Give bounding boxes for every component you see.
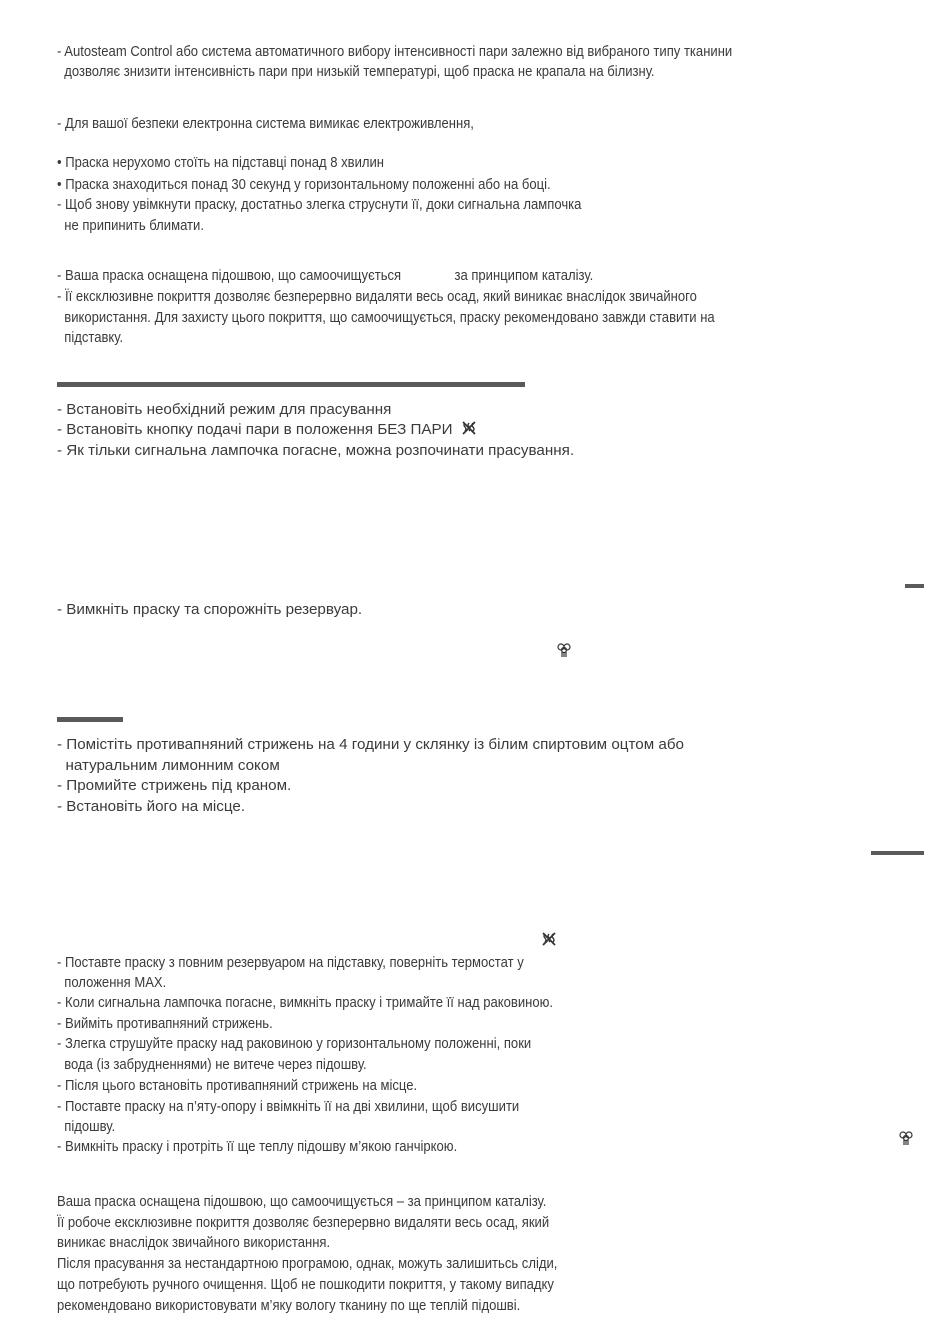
autosteam-line-2: дозволяє знизити інтенсивність пари при низькій температурі, щоб праска не крапала на білизну. xyxy=(57,63,655,80)
selfclean-step-9: підошву. xyxy=(57,1118,116,1135)
selfclean-step-4: - Вийміть противапняний стрижень. xyxy=(57,1015,273,1032)
catalysis-para-6: рекомендовано використовувати м’яку вологу тканину по ще теплій підошві. xyxy=(57,1297,521,1314)
safety-item-2: • Праска знаходиться понад 30 секунд у горизонтальному положенні або на боці. xyxy=(57,176,551,193)
safety-item-4: не припинить блимати. xyxy=(57,217,204,234)
margin-mark-1 xyxy=(905,584,924,588)
catalysis-para-3: виникає внаслідок звичайного використання. xyxy=(57,1234,331,1251)
selfclean-step-7: - Після цього встановіть противапняний стрижень на місце. xyxy=(57,1077,418,1094)
margin-mark-2 xyxy=(871,851,924,855)
safety-item-1: • Праска нерухомо стоїть на підставці понад 8 хвилин xyxy=(57,154,385,171)
soleplate-text-a: - Ваша праска оснащена підошвою, що самоочищується xyxy=(57,267,402,284)
soleplate-line-3: використання. Для захисту цього покриття, що самоочищується, праску рекомендовано завжди ставити на xyxy=(57,309,715,326)
self-clean-icon xyxy=(556,642,572,658)
no-steam-icon xyxy=(461,420,477,436)
self-clean-icon-2 xyxy=(898,1130,914,1146)
soleplate-text-b: за принципом каталізу. xyxy=(454,267,594,284)
ironing-step-3: - Як тільки сигнальна лампочка погасне, можна розпочинати прасування. xyxy=(57,442,575,459)
selfclean-step-3: - Коли сигнальна лампочка погасне, вимкніть праску і тримайте її над раковиною. xyxy=(57,994,554,1011)
selfclean-step-2: положення MAX. xyxy=(57,974,167,991)
catalysis-para-2: Її робоче ексклюзивне покриття дозволяє безперервно видаляти весь осад, який xyxy=(57,1214,550,1231)
ironing-step-2-text: - Встановіть кнопку подачі пари в положення БЕЗ ПАРИ xyxy=(57,421,453,438)
descale-step-4: - Встановіть його на місце. xyxy=(57,798,246,815)
safety-intro: - Для вашої безпеки електронна система вимикає електроживлення, xyxy=(57,115,474,132)
ironing-step-1: - Встановіть необхідний режим для прасування xyxy=(57,401,392,418)
selfclean-step-6: вода (із забрудненнями) не витече через підошву. xyxy=(57,1056,367,1073)
section-divider-2 xyxy=(57,717,123,722)
autosteam-line-1: - Autosteam Control або система автоматичного вибору інтенсивності пари залежно від вибраного типу тканини xyxy=(57,43,733,60)
soleplate-line-1 xyxy=(57,266,593,286)
soleplate-line-2: - Її ексклюзивне покриття дозволяє безперервно видаляти весь осад, який виникає внаслідок звичайного xyxy=(57,288,697,305)
descale-step-1: - Помістіть противапняний стрижень на 4 години у склянку із білим спиртовим оцтом або xyxy=(57,736,684,753)
catalysis-para-5: що потребують ручного очищення. Щоб не пошкодити покриття, у такому випадку xyxy=(57,1276,554,1293)
safety-item-3: - Щоб знову увімкнути праску, достатньо злегка струснути її, доки сигнальна лампочка xyxy=(57,196,582,213)
ironing-step-2 xyxy=(57,420,477,440)
catalysis-para-1: Ваша праска оснащена підошвою, що самоочищується – за принципом каталізу. xyxy=(57,1193,547,1210)
selfclean-step-5: - Злегка струшуйте праску над раковиною у горизонтальному положенні, поки xyxy=(57,1035,532,1052)
empty-reservoir-step: - Вимкніть праску та спорожніть резервуар. xyxy=(57,601,363,618)
section-divider-1 xyxy=(57,382,525,387)
soleplate-line-4: підставку. xyxy=(57,329,124,346)
selfclean-step-1: - Поставте праску з повним резервуаром на підставку, поверніть термостат у xyxy=(57,954,524,971)
descale-step-2: натуральним лимонним соком xyxy=(57,757,280,774)
catalysis-para-4: Після прасування за нестандартною програмою, однак, можуть залишитьсь сліди, xyxy=(57,1255,558,1272)
selfclean-step-8: - Поставте праску на п’яту-опору і ввімкніть її на дві хвилини, щоб висушити xyxy=(57,1098,520,1115)
descale-step-3: - Промийте стрижень під краном. xyxy=(57,777,292,794)
selfclean-step-10: - Вимкніть праску і протріть її ще теплу підошву м’якою ганчіркою. xyxy=(57,1138,458,1155)
no-steam-icon-2 xyxy=(541,931,557,947)
